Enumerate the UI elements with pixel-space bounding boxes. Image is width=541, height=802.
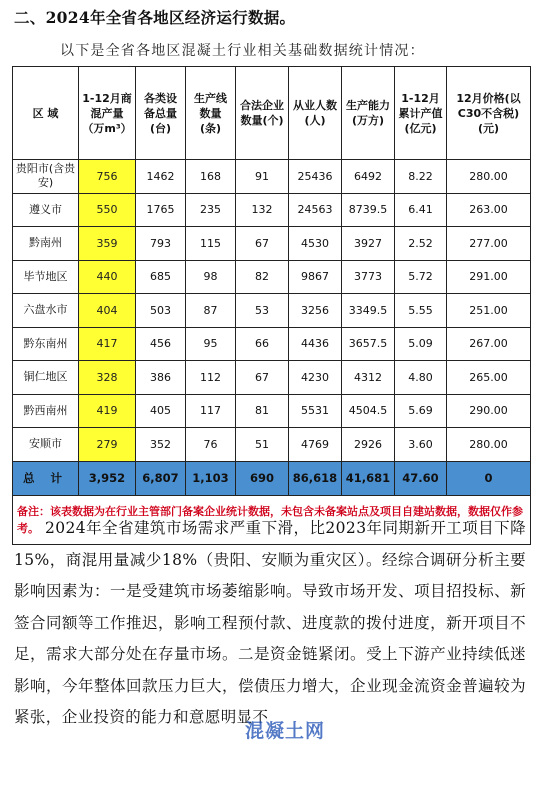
cell-capacity: 3657.5: [342, 327, 395, 361]
cell-price: 277.00: [447, 227, 531, 261]
cell-value: 5.09: [395, 327, 447, 361]
cell-capacity: 4312: [342, 361, 395, 395]
total-equipment: 6,807: [136, 461, 186, 495]
cell-lines: 168: [186, 160, 236, 194]
cell-employees: 4530: [289, 227, 342, 261]
table-row: [13, 227, 531, 261]
cell-lines: 235: [186, 193, 236, 227]
total-capacity: 41,681: [342, 461, 395, 495]
cell-equipment: 1765: [136, 193, 186, 227]
cell-lines: 115: [186, 227, 236, 261]
cell-price: 280.00: [447, 160, 531, 194]
cell-output: 328: [79, 361, 136, 395]
cell-output: 417: [79, 327, 136, 361]
cell-equipment: 503: [136, 294, 186, 328]
cell-lines: 98: [186, 260, 236, 294]
header-capacity: 生产能力(万方): [342, 67, 395, 160]
header-enterprises: 合法企业数量(个): [236, 67, 289, 160]
cell-enterprises: 91: [236, 160, 289, 194]
cell-capacity: 8739.5: [342, 193, 395, 227]
cell-lines: 87: [186, 294, 236, 328]
cell-output: 440: [79, 260, 136, 294]
cell-enterprises: 67: [236, 361, 289, 395]
cell-output: 359: [79, 227, 136, 261]
total-enterprises: 690: [236, 461, 289, 495]
cell-employees: 5531: [289, 394, 342, 428]
cell-price: 263.00: [447, 193, 531, 227]
total-output: 3,952: [79, 461, 136, 495]
total-employees: 86,618: [289, 461, 342, 495]
regional-data-table: [12, 66, 531, 545]
cell-output: 404: [79, 294, 136, 328]
total-value: 47.60: [395, 461, 447, 495]
header-employees: 从业人数(人): [289, 67, 342, 160]
table-row: [13, 193, 531, 227]
cell-employees: 9867: [289, 260, 342, 294]
table-header-row: [13, 67, 531, 160]
header-output: 1-12月商混产量（万m³）: [79, 67, 136, 160]
cell-lines: 112: [186, 361, 236, 395]
cell-region: 黔西南州: [13, 394, 79, 428]
cell-enterprises: 82: [236, 260, 289, 294]
cell-price: 290.00: [447, 394, 531, 428]
cell-price: 280.00: [447, 428, 531, 462]
cell-capacity: 3773: [342, 260, 395, 294]
cell-region: 六盘水市: [13, 294, 79, 328]
cell-enterprises: 66: [236, 327, 289, 361]
cell-enterprises: 53: [236, 294, 289, 328]
cell-employees: 24563: [289, 193, 342, 227]
cell-equipment: 456: [136, 327, 186, 361]
header-region: 区 域: [13, 67, 79, 160]
cell-price: 265.00: [447, 361, 531, 395]
cell-enterprises: 51: [236, 428, 289, 462]
cell-output: 756: [79, 160, 136, 194]
table-row: [13, 428, 531, 462]
analysis-paragraph: [14, 513, 526, 734]
cell-capacity: 3927: [342, 227, 395, 261]
cell-employees: 4769: [289, 428, 342, 462]
cell-value: 8.22: [395, 160, 447, 194]
cell-equipment: 685: [136, 260, 186, 294]
cell-value: 4.80: [395, 361, 447, 395]
cell-region: 黔南州: [13, 227, 79, 261]
header-equipment: 各类设备总量(台): [136, 67, 186, 160]
cell-output: 279: [79, 428, 136, 462]
cell-enterprises: 81: [236, 394, 289, 428]
cell-price: 291.00: [447, 260, 531, 294]
cell-equipment: 793: [136, 227, 186, 261]
cell-region: 毕节地区: [13, 260, 79, 294]
total-price: 0: [447, 461, 531, 495]
table-row: [13, 294, 531, 328]
cell-employees: 25436: [289, 160, 342, 194]
cell-capacity: 2926: [342, 428, 395, 462]
cell-employees: 4436: [289, 327, 342, 361]
cell-region: 铜仁地区: [13, 361, 79, 395]
cell-equipment: 352: [136, 428, 186, 462]
header-lines: 生产线数量(条): [186, 67, 236, 160]
cell-enterprises: 67: [236, 227, 289, 261]
cell-lines: 95: [186, 327, 236, 361]
cell-output: 419: [79, 394, 136, 428]
table-row: [13, 160, 531, 194]
header-value: 1-12月累计产值(亿元): [395, 67, 447, 160]
cell-value: 2.52: [395, 227, 447, 261]
cell-value: 5.69: [395, 394, 447, 428]
cell-employees: 3256: [289, 294, 342, 328]
cell-lines: 76: [186, 428, 236, 462]
table-row: [13, 260, 531, 294]
total-label: 总 计: [13, 461, 79, 495]
cell-capacity: 6492: [342, 160, 395, 194]
cell-region: 黔东南州: [13, 327, 79, 361]
cell-value: 5.72: [395, 260, 447, 294]
cell-value: 3.60: [395, 428, 447, 462]
cell-value: 5.55: [395, 294, 447, 328]
watermark-logo: 混凝土网: [245, 720, 326, 742]
table-row: [13, 361, 531, 395]
intro-text: 以下是全省各地区混凝土行业相关基础数据统计情况：: [60, 43, 425, 59]
cell-employees: 4230: [289, 361, 342, 395]
header-price: 12月价格(以C30不含税)(元): [447, 67, 531, 160]
cell-equipment: 386: [136, 361, 186, 395]
cell-region: 遵义市: [13, 193, 79, 227]
table-row: [13, 327, 531, 361]
cell-output: 550: [79, 193, 136, 227]
total-row: [13, 461, 531, 495]
cell-equipment: 1462: [136, 160, 186, 194]
section-heading: 二、2024年全省各地区经济运行数据。: [14, 8, 296, 27]
total-lines: 1,103: [186, 461, 236, 495]
cell-equipment: 405: [136, 394, 186, 428]
cell-lines: 117: [186, 394, 236, 428]
cell-region: 安顺市: [13, 428, 79, 462]
cell-enterprises: 132: [236, 193, 289, 227]
cell-price: 251.00: [447, 294, 531, 328]
table-note: 备注：该表数据为在行业主管部门备案企业统计数据，未包含未备案站点及项目自建站数据，数据仅作参考。: [13, 495, 531, 544]
cell-capacity: 4504.5: [342, 394, 395, 428]
cell-value: 6.41: [395, 193, 447, 227]
cell-capacity: 3349.5: [342, 294, 395, 328]
cell-region: 贵阳市(含贵安): [13, 160, 79, 194]
cell-price: 267.00: [447, 327, 531, 361]
paragraph-text: 2024年全省建筑市场需求严重下滑，比2023年同期新开工项目下降15%，商混用量减少18%（贵阳、安顺为重灾区）。经综合调研分析主要影响因素为：一是受建筑市场萎缩影响。导致市场开发、项目招投标、新签合同额等工作推迟，影响工程预付款、进度款的拨付进度，新开项目不足，需求大部分处在存量市场。二是资金链紧闭。受上下游产业持续低迷影响，今年整体回款压力巨大，偿债压力增大，企业现金流资金普遍较为紧张，企业投资的能力和意愿明显不: [14, 519, 526, 726]
table-row: [13, 394, 531, 428]
